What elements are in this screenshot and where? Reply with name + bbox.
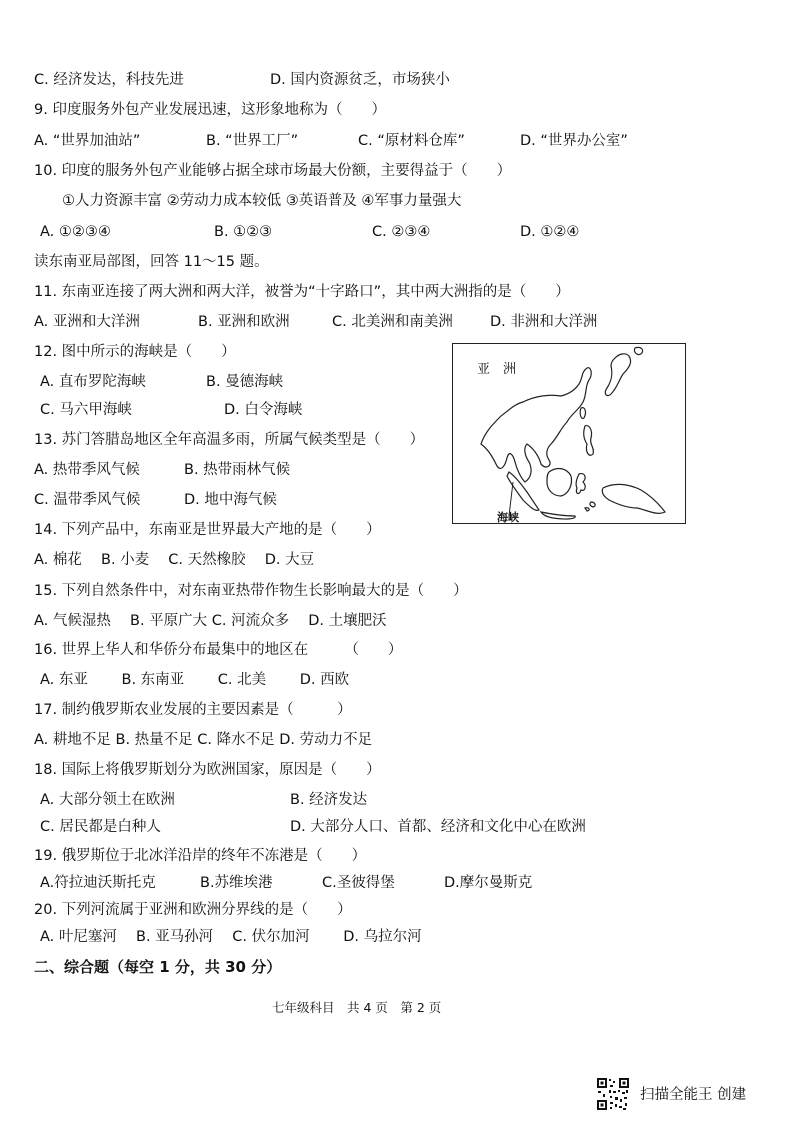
map-label-strait: 海峡 — [497, 511, 519, 524]
q18-option-c: C. 居民都是白种人 — [40, 819, 161, 835]
southeast-asia-map — [452, 343, 686, 524]
q18-option-b: B. 经济发达 — [290, 792, 368, 808]
q11-option-b: B. 亚洲和欧洲 — [198, 314, 290, 330]
q8-option-d: D. 国内资源贫乏，市场狭小 — [270, 72, 450, 88]
q19-option-c: C.圣彼得堡 — [322, 875, 395, 891]
q17-options: A. 耕地不足 B. 热量不足 C. 降水不足 D. 劳动力不足 — [34, 732, 373, 748]
q13-option-b: B. 热带雨林气候 — [184, 462, 291, 478]
q18-option-d: D. 大部分人口、首都、经济和文化中心在欧洲 — [290, 819, 586, 835]
q8-option-c: C. 经济发达，科技先进 — [34, 72, 184, 88]
q9-option-a: A. “世界加油站” — [34, 133, 141, 149]
question-10: 10. 印度的服务外包产业能够占据全球市场最大份额，主要得益于（ ） — [34, 163, 512, 179]
section-2-heading: 二、综合题（每空 1 分，共 30 分） — [34, 958, 282, 976]
question-17: 17. 制约俄罗斯农业发展的主要因素是（ ） — [34, 702, 352, 718]
q20-options: A. 叶尼塞河 B. 亚马孙河 C. 伏尔加河 D. 乌拉尔河 — [40, 929, 422, 945]
q10-option-a: A. ①②③④ — [40, 224, 111, 240]
q10-option-d: D. ①②④ — [520, 224, 580, 240]
q10-option-c: C. ②③④ — [372, 224, 431, 240]
q10-option-b: B. ①②③ — [214, 224, 273, 240]
question-12: 12. 图中所示的海峡是（ ） — [34, 344, 236, 360]
question-13: 13. 苏门答腊岛地区全年高温多雨，所属气候类型是（ ） — [34, 432, 425, 448]
q13-option-a: A. 热带季风气候 — [34, 462, 140, 478]
q11-option-a: A. 亚洲和大洋洲 — [34, 314, 140, 330]
q9-option-d: D. “世界办公室” — [520, 133, 628, 149]
scanner-watermark: 扫描全能王 创建 — [640, 1087, 747, 1103]
map-label-asia: 亚 洲 — [477, 362, 517, 377]
map-intro: 读东南亚局部图，回答 11～15 题。 — [34, 254, 269, 270]
q13-option-c: C. 温带季风气候 — [34, 492, 141, 508]
question-14: 14. 下列产品中，东南亚是世界最大产地的是（ ） — [34, 522, 381, 538]
q11-option-c: C. 北美洲和南美洲 — [332, 314, 453, 330]
q10-statements: ①人力资源丰富 ②劳动力成本较低 ③英语普及 ④军事力量强大 — [62, 193, 462, 209]
question-20: 20. 下列河流属于亚洲和欧洲分界线的是（ ） — [34, 902, 352, 918]
question-18: 18. 国际上将俄罗斯划分为欧洲国家，原因是（ ） — [34, 762, 381, 778]
q9-option-b: B. “世界工厂” — [206, 133, 299, 149]
question-19: 19. 俄罗斯位于北冰洋沿岸的终年不冻港是（ ） — [34, 848, 367, 864]
question-16: 16. 世界上华人和华侨分布最集中的地区在 （ ） — [34, 642, 403, 658]
q19-option-a: A.符拉迪沃斯托克 — [40, 875, 156, 891]
question-15: 15. 下列自然条件中，对东南亚热带作物生长影响最大的是（ ） — [34, 583, 468, 599]
q12-option-d: D. 白令海峡 — [224, 402, 303, 418]
q19-option-d: D.摩尔曼斯克 — [444, 875, 533, 891]
page-footer: 七年级科目 共 4 页 第 2 页 — [272, 1000, 442, 1015]
q12-option-a: A. 直布罗陀海峡 — [40, 374, 146, 390]
q18-option-a: A. 大部分领土在欧洲 — [40, 792, 175, 808]
q13-option-d: D. 地中海气候 — [184, 492, 277, 508]
q16-options: A. 东亚 B. 东南亚 C. 北美 D. 西欧 — [40, 672, 350, 688]
question-11: 11. 东南亚连接了两大洲和两大洋，被誉为“十字路口”，其中两大洲指的是（ ） — [34, 284, 570, 300]
qr-code-icon — [596, 1077, 630, 1111]
q9-option-c: C. “原材料仓库” — [358, 133, 465, 149]
q12-option-c: C. 马六甲海峡 — [40, 402, 132, 418]
q19-option-b: B.苏维埃港 — [200, 875, 273, 891]
q14-options: A. 棉花 B. 小麦 C. 天然橡胶 D. 大豆 — [34, 552, 315, 568]
q11-option-d: D. 非洲和大洋洲 — [490, 314, 598, 330]
q12-option-b: B. 曼德海峡 — [206, 374, 284, 390]
q15-options: A. 气候湿热 B. 平原广大 C. 河流众多 D. 土壤肥沃 — [34, 613, 387, 629]
question-9: 9. 印度服务外包产业发展迅速，这形象地称为（ ） — [34, 102, 386, 118]
